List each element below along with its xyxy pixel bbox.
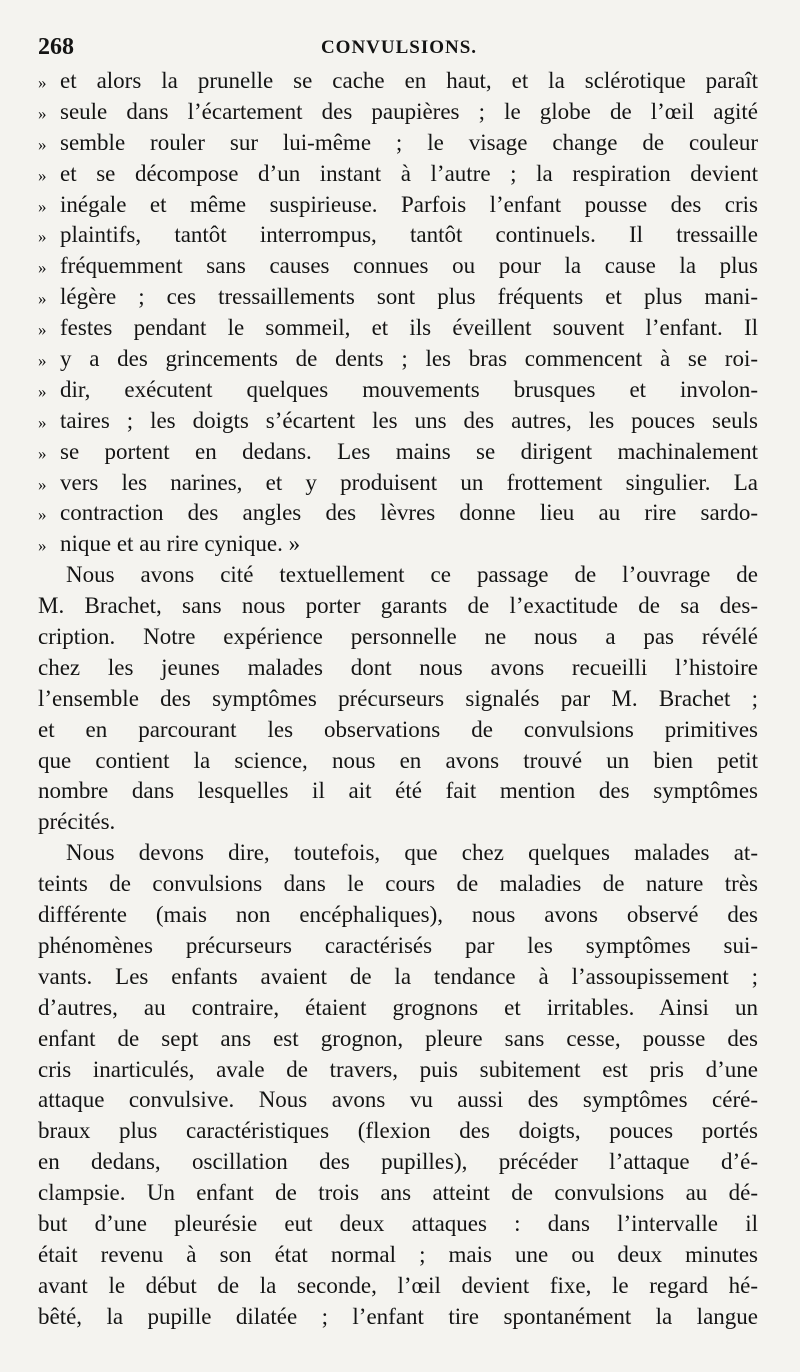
text-line: nombre dans lesquelles il ait été fait mention des symptômes (38, 778, 758, 804)
quote-line: » festes pendant le sommeil, et ils éveillent souvent l’enfant. Il (38, 313, 758, 344)
quote-line: » inégale et même suspirieuse. Parfois l’enfant pousse des cris (38, 190, 758, 221)
text-line: d’autres, au contraire, étaient grognons et irritables. Ainsi un (38, 994, 758, 1020)
quote-line: » taires ; les doigts s’écartent les uns des autres, les pouces seuls (38, 406, 758, 437)
quote-mark: » (38, 320, 47, 340)
quote-line: » et alors la prunelle se cache en haut, et la sclérotique paraît (38, 66, 758, 97)
quote-mark: » (38, 258, 47, 278)
text-line: était revenu à son état normal ; mais une ou deux minutes (38, 1241, 758, 1267)
quote-mark: » (38, 381, 47, 401)
text-line: enfant de sept ans est grognon, pleure sans cesse, pousse des (38, 1025, 758, 1051)
quote-mark: » (38, 351, 47, 371)
quote-line: » dir, exécutent quelques mouvements brusques et involon- (38, 375, 758, 406)
text-line: que contient la science, nous en avons trouvé un bien petit (38, 747, 758, 773)
page-number: 268 (38, 34, 74, 60)
quote-line: » se portent en dedans. Les mains se dirigent machinalement (38, 437, 758, 468)
text-line: précités. (38, 809, 116, 835)
quotation-block (38, 66, 758, 560)
quote-line: » y a des grincements de dents ; les bras commencent à se roi- (38, 344, 758, 375)
quote-mark: » (38, 196, 47, 216)
page-header (38, 34, 760, 66)
text-line: braux plus caractéristiques (flexion des doigts, pouces portés (38, 1118, 758, 1144)
text-line: différente (mais non encéphaliques), nous avons observé des (38, 902, 758, 928)
text-line: clampsie. Un enfant de trois ans atteint de convulsions au dé- (38, 1180, 758, 1206)
text-line: attaque convulsive. Nous avons vu aussi des symptômes céré- (38, 1087, 758, 1113)
quote-mark: » (38, 103, 47, 123)
text-line: chez les jeunes malades dont nous avons recueilli l’histoire (38, 654, 758, 680)
quote-line: » légère ; ces tressaillements sont plus fréquents et plus mani- (38, 282, 758, 313)
quote-mark: » (38, 536, 47, 556)
quote-line: » et se décompose d’un instant à l’autre ; la respiration devient (38, 159, 758, 190)
text-line: but d’une pleurésie eut deux attaques : dans l’intervalle il (38, 1210, 758, 1236)
quote-mark: » (38, 443, 47, 463)
text-line: vants. Les enfants avaient de la tendance à l’assoupissement ; (38, 963, 758, 989)
quote-mark: » (38, 227, 47, 247)
quote-line: » plaintifs, tantôt interrompus, tantôt continuels. Il tressaille (38, 220, 758, 251)
quote-mark: » (38, 165, 47, 185)
text-line: bêté, la pupille dilatée ; l’enfant tire spontanément la langue (38, 1303, 758, 1329)
text-line: teints de convulsions dans le cours de maladies de nature très (38, 871, 758, 897)
text-line: avant le début de la seconde, l’œil devient fixe, le regard hé- (38, 1272, 758, 1298)
quote-mark: » (38, 73, 47, 92)
text-line: en dedans, oscillation des pupilles), précéder l’attaque d’é- (38, 1149, 758, 1175)
quote-line: » fréquemment sans causes connues ou pour la cause la plus (38, 251, 758, 282)
quote-line: » contraction des angles des lèvres donne lieu au rire sardo- (38, 498, 758, 529)
text-line: l’ensemble des symptômes précurseurs signalés par M. Brachet ; (38, 685, 758, 711)
quote-mark: » (38, 134, 47, 154)
text-line: cription. Notre expérience personnelle ne nous a pas révélé (38, 624, 758, 650)
text-line: Nous avons cité textuellement ce passage de l’ouvrage de (66, 562, 758, 588)
quote-line: » nique et au rire cynique. » (38, 529, 758, 560)
quote-line: » vers les narines, et y produisent un frottement singulier. La (38, 468, 758, 499)
quote-mark: » (38, 289, 47, 309)
quote-mark: » (38, 474, 47, 494)
quote-mark: » (38, 412, 47, 432)
paragraph-1 (38, 560, 758, 838)
text-line: et en parcourant les observations de convulsions primitives (38, 716, 758, 742)
running-title: CONVULSIONS. (320, 37, 478, 58)
text-line: phénomènes précurseurs caractérisés par les symptômes sui- (38, 932, 758, 958)
quote-line: » seule dans l’écartement des paupières ; le globe de l’œil agité (38, 97, 758, 128)
paragraph-2 (38, 838, 758, 1332)
quote-line: » semble rouler sur lui-même ; le visage change de couleur (38, 128, 758, 159)
quote-mark: » (38, 505, 47, 525)
text-line: M. Brachet, sans nous porter garants de l’exactitude de sa des- (38, 593, 758, 619)
text-line: Nous devons dire, toutefois, que chez quelques malades at- (66, 840, 758, 866)
text-line: cris inarticulés, avale de travers, puis subitement est pris d’une (38, 1056, 758, 1082)
page-text (38, 66, 758, 1333)
